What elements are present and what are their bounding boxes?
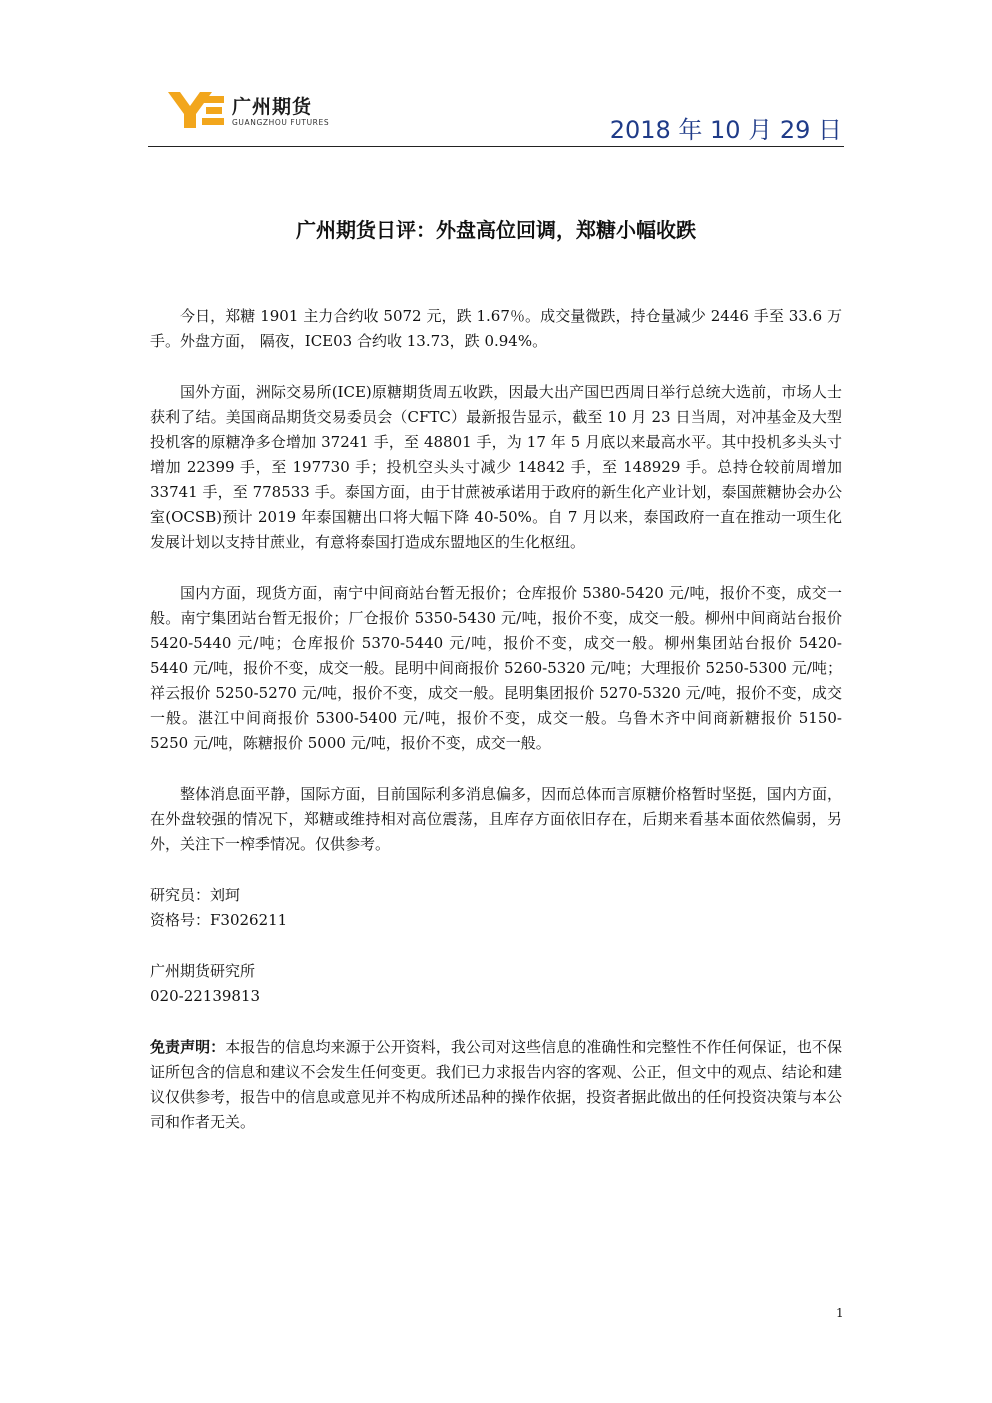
page-header [148, 80, 844, 146]
page-number: 1 [836, 1306, 844, 1320]
disclaimer [150, 1035, 842, 1135]
paragraph-outlook: 整体消息面平静，国际方面，目前国际利多消息偏多，因而总体而言原糖价格暂时坚挺，国内方面，在外盘较强的情况下，郑糖或维持相对高位震荡，且库存方面依旧存在，后期来看基本面依然偏弱，另外，关注下一榨季情况。仅供参考。 [150, 785, 842, 853]
yf-logo-icon [166, 88, 226, 132]
researcher-name: 研究员：刘珂 [150, 886, 241, 904]
paragraph-market-summary: 今日，郑糖 1901 主力合约收 5072 元，跌 1.67％。成交量微跌，持仓量减少 2446 手至 33.6 万手。外盘方面， 隔夜，ICE03 合约收 13.73，跌 0.94%。 [150, 307, 842, 350]
logo-text-cn: 广州期货 [232, 96, 313, 118]
institute-name: 广州期货研究所 [150, 962, 256, 980]
company-logo [166, 88, 366, 132]
researcher-cert: 资格号：F3026211 [150, 911, 288, 929]
report-body [150, 304, 842, 1135]
header-divider [148, 146, 844, 147]
report-date: 2018 年 10 月 29 日 [609, 116, 842, 144]
logo-text-en: GUANGZHOU FUTURES [232, 118, 330, 127]
paragraph-domestic: 国内方面，现货方面，南宁中间商站台暂无报价；仓库报价 5380-5420 元/吨，报价不变，成交一般。南宁集团站台暂无报价；厂仓报价 5350-5430 元/吨，报价不变，成交一般。柳州中间商站台报价 5420-5440 元/吨；仓库报价 5370-5440 元/吨，报价不变，成交一般。柳州集团站台报价 5420-5440 元/吨，报价不变，成交一般。昆明中间商报价 5260-5320 元/吨；大理报价 5250-5300 元/吨；祥云报价 5250-5270 元/吨，报价不变，成交一般。昆明集团报价 5270-5320 元/吨，报价不变，成交一般。湛江中间商报价 5300-5400 元/吨，报价不变，成交一般。乌鲁木齐中间商新糖报价 5150-5250 元/吨，陈糖报价 5000 元/吨，报价不变，成交一般。 [150, 584, 842, 752]
institute-phone: 020-22139813 [150, 987, 261, 1005]
disclaimer-text: 本报告的信息均来源于公开资料，我公司对这些信息的准确性和完整性不作任何保证，也不保证所包含的信息和建议不会发生任何变更。我们已力求报告内容的客观、公正，但文中的观点、结论和建议仅供参考，报告中的信息或意见并不构成所述品种的操作依据，投资者据此做出的任何投资决策与本公司和作者无关。 [150, 1038, 842, 1131]
paragraph-international: 国外方面，洲际交易所(ICE)原糖期货周五收跌，因最大出产国巴西周日举行总统大选前，市场人士获利了结。美国商品期货交易委员会（CFTC）最新报告显示，截至 10 月 23 日当周，对冲基金及大型投机客的原糖净多仓增加 37241 手，至 48801 手，为 17 年 5 月底以来最高水平。其中投机多头头寸增加 22399 手，至 197730 手；投机空头头寸减少 14842 手，至 148929 手。总持仓较前周增加 33741 手，至 778533 手。泰国方面，由于甘蔗被承诺用于政府的新生化产业计划，泰国蔗糖协会办公室(OCSB)预计 2019 年泰国糖出口将大幅下降 40-50%。自 7 月以来，泰国政府一直在推动一项生化发展计划以支持甘蔗业，有意将泰国打造成东盟地区的生化枢纽。 [150, 383, 842, 551]
disclaimer-label: 免责声明： [150, 1038, 226, 1056]
report-title: 广州期货日评：外盘高位回调，郑糖小幅收跌 [296, 218, 696, 242]
